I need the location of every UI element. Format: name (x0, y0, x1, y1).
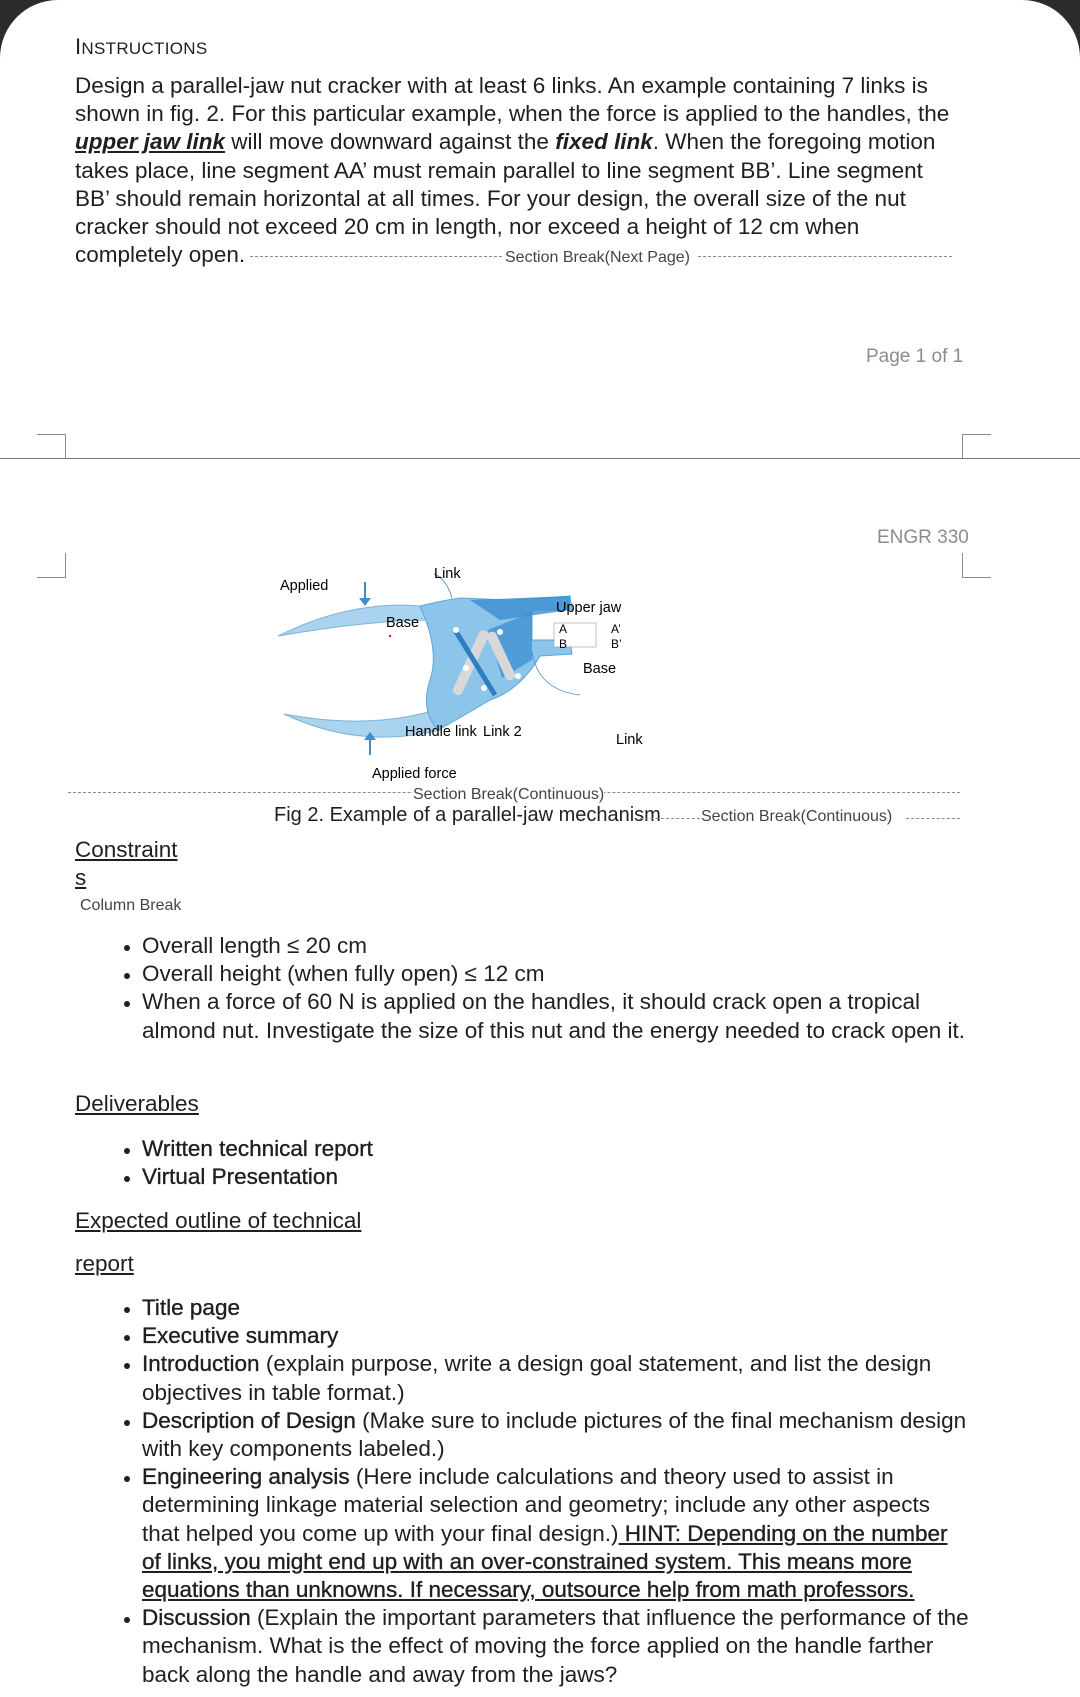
outline-item-label: Discussion (142, 1605, 251, 1631)
list-item (142, 1350, 972, 1406)
section-break-continuous-figure: Section Break(Continuous) (413, 786, 605, 803)
fixed-link-emphasis: fixed link (555, 129, 653, 155)
outline-item-text: (explain purpose, write a design goal statement, and list the design objectives in table format.) (142, 1351, 932, 1405)
list-item: • Virtual Presentation (142, 1163, 972, 1191)
outline-item-text: (Explain the important parameters that influence the performance of the mechanism. What is the effect of moving the force applied on the handle farther back along the handle and away from the jaws? (142, 1605, 969, 1687)
link-leader (532, 652, 580, 695)
deliverables-list (105, 1135, 972, 1191)
outline-item-text: (Here include calculations and theory used to assist in determining linkage material selection and geometry; include any other aspects that helped you come up with your final design.) (142, 1464, 930, 1546)
outline-list (105, 1294, 972, 1689)
pivot-joint (481, 685, 487, 691)
list-item (142, 1604, 972, 1689)
outline-title-line1: Expected outline of technical (75, 1208, 362, 1233)
outline-title-line2: report (75, 1251, 134, 1276)
label-applied: Applied (280, 578, 329, 594)
label-b: B (559, 637, 568, 651)
pivot-marker (389, 635, 392, 638)
label-a: A (559, 622, 568, 636)
pivot-joint (515, 673, 521, 679)
applied-arrow-head (359, 598, 371, 606)
label-a-prime: A’ (611, 622, 621, 636)
figure-caption: Fig 2. Example of a parallel-jaw mechanism (274, 804, 661, 826)
constraints-list (105, 932, 972, 1045)
list-item: • Overall length ≤ 20 cm (142, 932, 972, 960)
intro-text-3: . When the foregoing motion takes place, line segment AA’ must remain parallel to line segment BB’. Line segment BB’ should remain horizontal at all times. For your design, the overall size of the nut cracker should not exceed 20 cm in length, nor exceed a height of 12 cm when completely open. (75, 129, 936, 268)
list-item (142, 1463, 972, 1604)
list-item (142, 1407, 972, 1463)
pivot-joint (497, 629, 503, 635)
deliverables-title: Deliverables (75, 1091, 199, 1116)
crop-mark (962, 553, 991, 578)
label-base-left: Base (386, 615, 420, 631)
column-break-marker: Column Break (80, 897, 182, 914)
pivot-joint (453, 627, 459, 633)
section-break-line-right (698, 256, 952, 257)
instructions-heading: INSTRUCTIONS (75, 34, 208, 59)
caption-break-line (640, 818, 700, 819)
outline-item-label: Engineering analysis (142, 1464, 350, 1490)
intro-paragraph[interactable] (75, 72, 955, 269)
crop-mark (37, 434, 66, 459)
page-divider (0, 458, 1080, 459)
crop-mark (37, 553, 66, 578)
pivot-joint (463, 665, 469, 671)
upper-jaw-link-emphasis: upper jaw link (75, 129, 226, 155)
list-item (142, 1294, 972, 1322)
label-handle-link: Handle link (405, 724, 477, 740)
list-item: • Overall height (when fully open) ≤ 12 cm (142, 960, 972, 988)
list-item (142, 1322, 972, 1350)
list-item: • When a force of 60 N is applied on the handles, it should crack open a tropical almond nut. Investigate the size of this nut and the energy needed to crack open it. (142, 988, 972, 1044)
outline-item-label: Executive summary (142, 1323, 339, 1349)
constraints-title-line1: Constraint (75, 837, 178, 862)
page-number: Page 1 of 1 (866, 346, 964, 367)
caption-break-line (906, 818, 960, 819)
label-link-2: Link 2 (483, 724, 522, 740)
label-link-bottom: Link (616, 732, 643, 748)
outline-item-label: Title page (142, 1295, 240, 1320)
intro-text-2: will move downward against the (225, 129, 556, 155)
label-upper-jaw: Upper jaw (556, 600, 622, 616)
constraints-title (75, 837, 178, 891)
label-link-top: Link (434, 566, 461, 582)
label-base-right: Base (583, 661, 617, 677)
constraints-title-line2: s (75, 865, 87, 890)
list-item: • Written technical report (142, 1135, 972, 1163)
label-applied-force: Applied force (372, 766, 457, 782)
crop-mark (962, 434, 991, 459)
course-id-header: ENGR 330 (877, 527, 969, 548)
section-break-next-page: Section Break(Next Page) (505, 249, 690, 266)
outline-item-label: Introduction (142, 1351, 260, 1377)
outline-item-text: (Make sure to include pictures of the final mechanism design with key components labeled.) (142, 1407, 967, 1462)
section-break-line-left (250, 256, 502, 257)
instructions-heading-text: NSTRUCTIONS (81, 39, 208, 58)
section-break-continuous-caption: Section Break(Continuous) (701, 808, 893, 825)
mechanism-figure (270, 560, 690, 785)
intro-text-1: Design a parallel-jaw nut cracker with at least 6 links. An example containing 7 links is shown in fig. 2. For this particular example, when the force is applied to the handles, the (75, 73, 950, 127)
label-b-prime: B’ (611, 637, 622, 651)
hint-text: HINT: Depending on the number of links, you might end up with an over-constrained system. This means more equations than unknowns. If necessary, outsource help from math professors. (142, 1520, 948, 1603)
outline-item-label: Description of Design (142, 1407, 356, 1433)
